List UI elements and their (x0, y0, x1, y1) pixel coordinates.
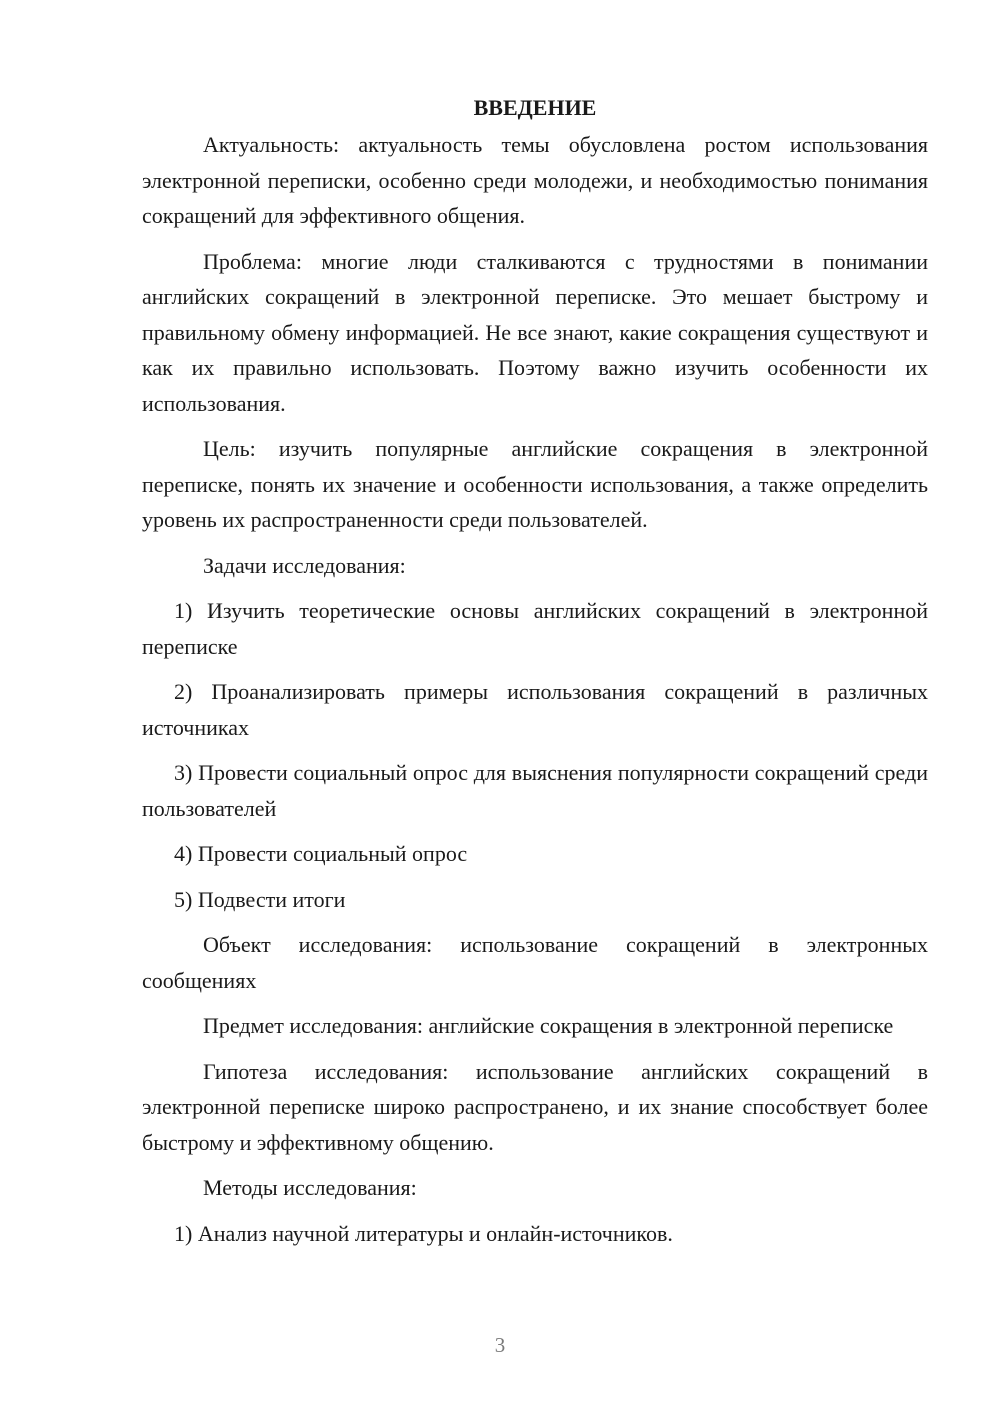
paragraph-problem: Проблема: многие люди сталкиваются с трудностями в понимании английских сокращений в электронной переписке. Это мешает быстрому и правильному обмену информацией. Не все знают, какие сокращения существуют и как их правильно использовать. Поэтому важно изучить особенности их использования. (142, 248, 928, 416)
task-item-4: 4) Провести социальный опрос (174, 841, 468, 866)
paragraph-goal: Цель: изучить популярные английские сокращения в электронной переписке, понять их значение и особенности использования, а также определить уровень их распространенности среди пользователей. (142, 436, 928, 532)
paragraph-relevance: Актуальность: актуальность темы обусловлена ростом использования электронной переписки, особенно среди молодежи, и необходимостью понимания сокращений для эффективного общения. (142, 132, 928, 228)
paragraph-hypothesis: Гипотеза исследования: использование английских сокращений в электронной переписке широко распространено, и их знание способствует более быстрому и эффективному общению. (142, 1058, 928, 1155)
task-item-3: 3) Провести социальный опрос для выяснения популярности сокращений среди пользователей (142, 760, 928, 821)
section-heading: ВВЕДЕНИЕ (473, 95, 597, 120)
document-page (142, 90, 928, 1330)
method-item-1: 1) Анализ научной литературы и онлайн-источников. (174, 1220, 673, 1246)
tasks-title: Задачи исследования: (203, 552, 406, 578)
paragraph-subject: Предмет исследования: английские сокращения в электронной переписке (203, 1013, 894, 1038)
task-item-5: 5) Подвести итоги (174, 886, 346, 912)
paragraph-object: Объект исследования: использование сокращений в электронных сообщениях (142, 932, 928, 993)
page-number: 3 (494, 1333, 506, 1357)
task-item-2: 2) Проанализировать примеры использования сокращений в различных источниках (142, 679, 928, 740)
task-item-1: 1) Изучить теоретические основы английских сокращений в электронной переписке (142, 598, 928, 659)
methods-title: Методы исследования: (203, 1175, 417, 1200)
